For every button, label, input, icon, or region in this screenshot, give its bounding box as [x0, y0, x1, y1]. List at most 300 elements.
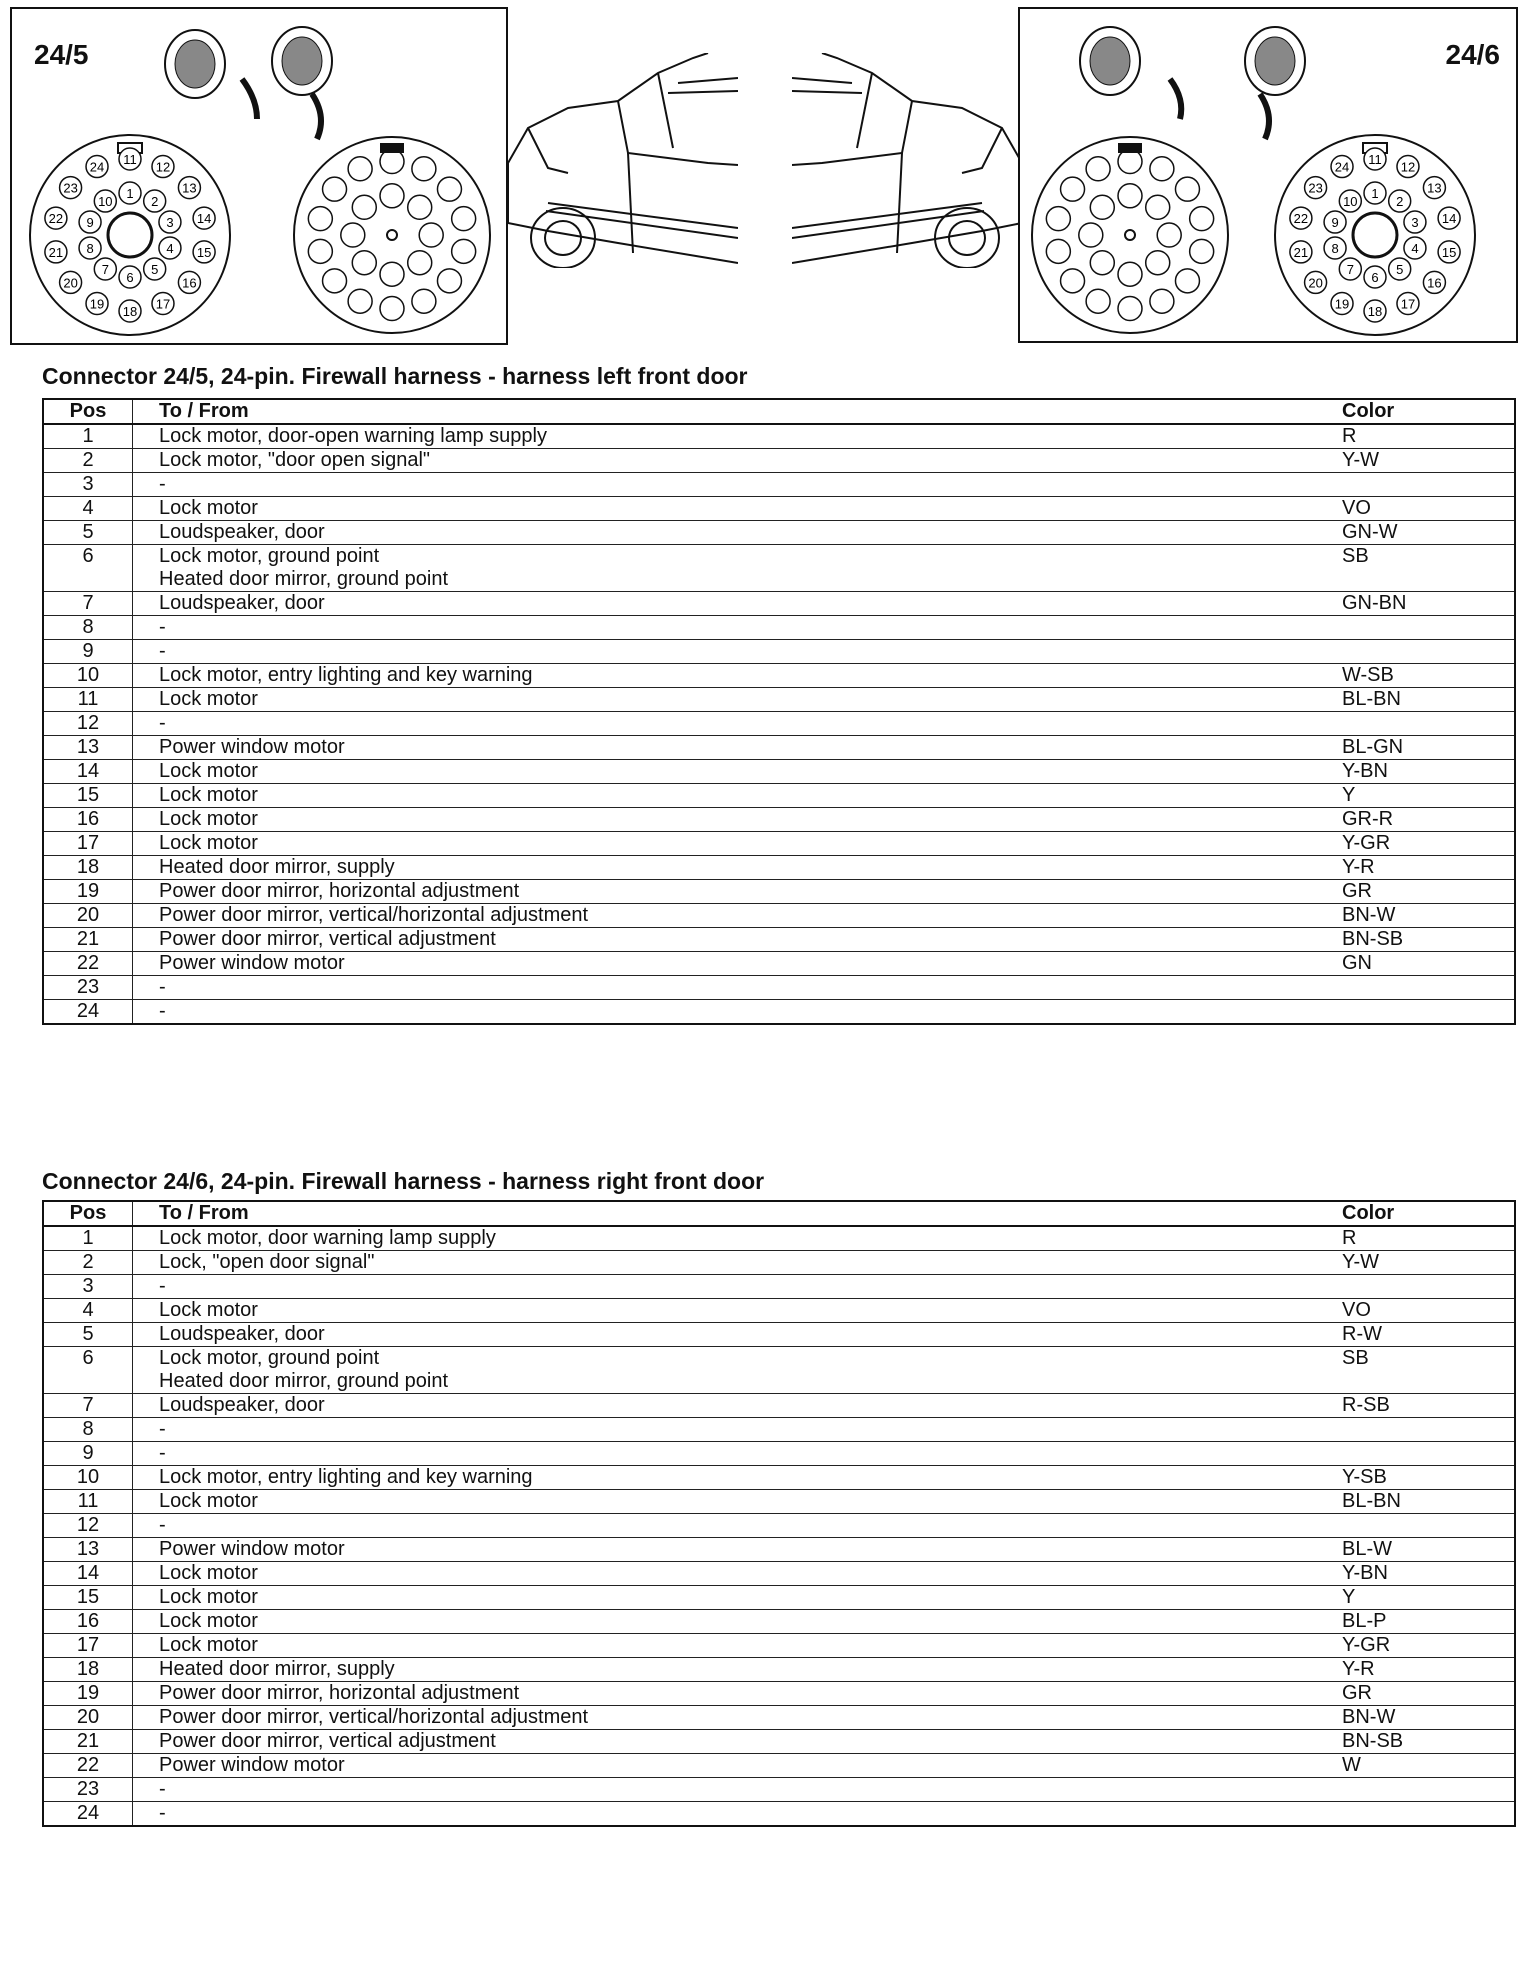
left-plain-socket — [412, 289, 436, 313]
wire-color: R — [1338, 1226, 1515, 1251]
pin-position: 10 — [43, 1466, 133, 1490]
table-row — [43, 1466, 1515, 1490]
left-numbered-pin-number-17: 17 — [155, 296, 171, 312]
header-pos: Pos — [43, 399, 133, 424]
right-plain-socket — [1118, 184, 1142, 208]
pin-to-from — [133, 1754, 1339, 1778]
pin-position: 4 — [43, 497, 133, 521]
wire-color — [1338, 1778, 1515, 1802]
table-row — [43, 904, 1515, 928]
left-numbered-pin-number-6: 6 — [126, 270, 134, 285]
left-numbered-pin-number-21: 21 — [48, 244, 64, 260]
wire-color: Y — [1338, 1586, 1515, 1610]
pin-to-from — [133, 928, 1339, 952]
to-from-line: - — [159, 1000, 166, 1022]
right-numbered-pin-number-8: 8 — [1331, 240, 1339, 256]
pin-position: 19 — [43, 1682, 133, 1706]
table-row — [43, 497, 1515, 521]
right-numbered-pin-number-4: 4 — [1411, 240, 1419, 256]
pin-position: 2 — [43, 449, 133, 473]
left-numbered-pin-number-2: 2 — [151, 194, 159, 210]
wire-color — [1338, 1442, 1515, 1466]
table-row — [43, 1299, 1515, 1323]
left-plain-socket — [323, 269, 347, 293]
right-numbered-pin-number-16: 16 — [1427, 275, 1442, 291]
wire-color: BN-W — [1338, 904, 1515, 928]
pin-position: 21 — [43, 928, 133, 952]
pin-position: 14 — [43, 1562, 133, 1586]
wire-color: R-W — [1338, 1323, 1515, 1347]
right-numbered-pin-number-22: 22 — [1293, 211, 1309, 227]
table-row — [43, 545, 1515, 592]
pin-to-from — [133, 1442, 1339, 1466]
left-plain-socket — [341, 223, 365, 247]
right-plain-socket — [1146, 251, 1170, 275]
to-from-line: Lock motor, entry lighting and key warning — [159, 664, 533, 686]
wire-color: BL-BN — [1338, 688, 1515, 712]
to-from-line: - — [159, 1802, 166, 1824]
wire-color: VO — [1338, 1299, 1515, 1323]
left-numbered-pin-number-14: 14 — [196, 211, 212, 227]
wire-color — [1338, 1000, 1515, 1025]
header-color: Color — [1338, 1201, 1515, 1226]
wire-color: Y-W — [1338, 1251, 1515, 1275]
table-row — [43, 1802, 1515, 1827]
header-to-from: To / From — [133, 1201, 1339, 1226]
left-plain-socket — [412, 157, 436, 181]
right-numbered-pin-number-10: 10 — [1343, 194, 1358, 210]
wire-color: Y-GR — [1338, 1634, 1515, 1658]
to-from-line: Power door mirror, vertical adjustment — [159, 1730, 496, 1752]
pin-to-from — [133, 449, 1339, 473]
pin-to-from — [133, 1802, 1339, 1827]
to-from-line: Heated door mirror, ground point — [159, 1370, 449, 1392]
pin-to-from — [133, 832, 1339, 856]
left-numbered-pin-number-1: 1 — [126, 186, 134, 201]
pin-position: 2 — [43, 1251, 133, 1275]
right-numbered-pin-number-1: 1 — [1371, 186, 1379, 201]
right-numbered-pin-number-19: 19 — [1334, 296, 1350, 312]
left-numbered-pin-number-5: 5 — [151, 261, 159, 277]
right-numbered-pin-number-6: 6 — [1371, 270, 1379, 285]
left-numbered-pin-number-24: 24 — [89, 159, 105, 175]
to-from-line: Loudspeaker, door — [159, 1323, 325, 1345]
table-row — [43, 736, 1515, 760]
wire-color — [1338, 616, 1515, 640]
pin-position: 9 — [43, 1442, 133, 1466]
wire-color: Y-GR — [1338, 832, 1515, 856]
right-plain-socket — [1118, 150, 1142, 174]
wire-color: BL-GN — [1338, 736, 1515, 760]
left-plain-socket — [452, 207, 476, 231]
right-plain-center-dot — [1125, 230, 1135, 240]
wire-color — [1338, 1275, 1515, 1299]
right-numbered-pin-number-21: 21 — [1293, 244, 1309, 260]
left-numbered-pin-number-15: 15 — [196, 244, 212, 260]
right-plain-socket — [1175, 177, 1199, 201]
right-numbered-pin-number-14: 14 — [1441, 211, 1457, 227]
pin-position: 12 — [43, 712, 133, 736]
table-row — [43, 1442, 1515, 1466]
left-plain-socket — [380, 262, 404, 286]
right-plain-socket — [1190, 239, 1214, 263]
to-from-line: Lock motor — [159, 760, 258, 782]
left-numbered-pin-number-12: 12 — [155, 159, 171, 175]
right-plain-socket — [1061, 177, 1085, 201]
right-2-arrow — [1260, 94, 1269, 139]
right-numbered-pin-number-18: 18 — [1367, 304, 1383, 319]
right-numbered-pin-number-20: 20 — [1308, 275, 1323, 291]
table-row — [43, 712, 1515, 736]
table-row — [43, 688, 1515, 712]
wire-color: R — [1338, 424, 1515, 449]
left-numbered-pin-number-13: 13 — [182, 180, 197, 196]
table-row — [43, 784, 1515, 808]
right-numbered-pin-number-24: 24 — [1334, 159, 1350, 175]
left-numbered-pin-number-10: 10 — [98, 194, 113, 210]
pin-to-from — [133, 1347, 1339, 1394]
to-from-line: Power window motor — [159, 952, 345, 974]
pin-position: 13 — [43, 736, 133, 760]
table-row — [43, 928, 1515, 952]
to-from-line: Loudspeaker, door — [159, 521, 325, 543]
table-row — [43, 1586, 1515, 1610]
table-row — [43, 760, 1515, 784]
pin-to-from — [133, 1706, 1339, 1730]
pin-position: 23 — [43, 1778, 133, 1802]
left-small-2-plug-face — [282, 37, 322, 85]
right-plain-socket — [1157, 223, 1181, 247]
table-row — [43, 1658, 1515, 1682]
to-from-line: Lock motor, ground point — [159, 545, 380, 567]
wire-color: GN-BN — [1338, 592, 1515, 616]
right-plain-socket — [1090, 195, 1114, 219]
table-row — [43, 473, 1515, 497]
pin-position: 17 — [43, 832, 133, 856]
left-plain-socket — [380, 150, 404, 174]
table-row — [43, 592, 1515, 616]
wire-color: SB — [1338, 1347, 1515, 1394]
pin-to-from — [133, 784, 1339, 808]
right-plain-key-notch — [1118, 143, 1142, 153]
pin-to-from — [133, 497, 1339, 521]
table-row — [43, 1323, 1515, 1347]
wire-color: GR — [1338, 880, 1515, 904]
wire-color — [1338, 1418, 1515, 1442]
connector-24-6-table — [42, 1200, 1516, 1827]
wire-color: BL-P — [1338, 1610, 1515, 1634]
to-from-line: Lock motor, door warning lamp supply — [159, 1227, 496, 1249]
left-plain-socket — [437, 269, 461, 293]
right-numbered-pin-number-7: 7 — [1346, 261, 1354, 277]
to-from-line: Power door mirror, vertical/horizontal adjustment — [159, 904, 589, 926]
pin-to-from — [133, 880, 1339, 904]
pin-position: 6 — [43, 545, 133, 592]
wire-color: BN-W — [1338, 1706, 1515, 1730]
pin-to-from — [133, 1418, 1339, 1442]
to-from-line: Heated door mirror, supply — [159, 856, 395, 878]
pin-position: 5 — [43, 1323, 133, 1347]
pin-to-from — [133, 760, 1339, 784]
wire-color: Y-R — [1338, 1658, 1515, 1682]
right-plain-socket — [1175, 269, 1199, 293]
pin-position: 10 — [43, 664, 133, 688]
wire-color: Y-R — [1338, 856, 1515, 880]
pin-position: 11 — [43, 688, 133, 712]
wire-color: GR — [1338, 1682, 1515, 1706]
pin-position: 16 — [43, 1610, 133, 1634]
to-from-line: Lock motor — [159, 832, 258, 854]
table-row — [43, 521, 1515, 545]
left-numbered-center-hole — [108, 213, 152, 257]
left-arrow — [242, 79, 257, 119]
pin-position: 9 — [43, 640, 133, 664]
right-numbered-pin-number-5: 5 — [1396, 261, 1404, 277]
left-plain-socket — [380, 297, 404, 321]
pin-position: 20 — [43, 904, 133, 928]
to-from-line: Lock motor, "door open signal" — [159, 449, 431, 471]
pin-position: 14 — [43, 760, 133, 784]
table-row — [43, 664, 1515, 688]
pin-position: 24 — [43, 1802, 133, 1827]
pin-position: 1 — [43, 1226, 133, 1251]
to-from-line: Lock motor — [159, 808, 258, 830]
table-row — [43, 1754, 1515, 1778]
pin-to-from — [133, 1538, 1339, 1562]
left-numbered-pin-number-9: 9 — [86, 215, 94, 231]
car-right-door-sketch — [792, 53, 1022, 268]
left-plain-face-outline — [294, 137, 490, 333]
to-from-line: Lock motor — [159, 1562, 258, 1584]
wire-color — [1338, 712, 1515, 736]
pin-to-from — [133, 664, 1339, 688]
pin-to-from — [133, 521, 1339, 545]
pin-to-from — [133, 1730, 1339, 1754]
right-numbered-pin-number-9: 9 — [1331, 215, 1339, 231]
to-from-line: Heated door mirror, ground point — [159, 568, 449, 590]
pin-to-from — [133, 1251, 1339, 1275]
pin-position: 3 — [43, 473, 133, 497]
pin-position: 3 — [43, 1275, 133, 1299]
left-plain-socket — [352, 195, 376, 219]
wire-color: R-SB — [1338, 1394, 1515, 1418]
pin-position: 7 — [43, 1394, 133, 1418]
table-row — [43, 808, 1515, 832]
to-from-line: Power door mirror, horizontal adjustment — [159, 1682, 520, 1704]
to-from-line: Lock motor, entry lighting and key warning — [159, 1466, 533, 1488]
left-plain-socket — [408, 251, 432, 275]
left-numbered-pin-number-23: 23 — [63, 180, 78, 196]
table-row — [43, 1706, 1515, 1730]
header-pos: Pos — [43, 1201, 133, 1226]
right-plain-socket — [1086, 289, 1110, 313]
right-plain-socket — [1190, 207, 1214, 231]
to-from-line: - — [159, 712, 166, 734]
pin-position: 20 — [43, 1706, 133, 1730]
left-numbered-pin-number-11: 11 — [123, 152, 137, 167]
left-numbered-pin-number-16: 16 — [182, 275, 197, 291]
to-from-line: Power window motor — [159, 1538, 345, 1560]
table-row — [43, 449, 1515, 473]
table-row — [43, 424, 1515, 449]
table-row — [43, 1514, 1515, 1538]
pin-position: 12 — [43, 1514, 133, 1538]
right-numbered-center-hole — [1353, 213, 1397, 257]
to-from-line: - — [159, 1778, 166, 1800]
wire-color: Y — [1338, 784, 1515, 808]
table-row — [43, 640, 1515, 664]
pin-to-from — [133, 545, 1339, 592]
left-numbered-pin-number-7: 7 — [101, 261, 109, 277]
connector-figure — [0, 5, 1536, 345]
wire-color: BL-BN — [1338, 1490, 1515, 1514]
table-row — [43, 856, 1515, 880]
pin-to-from — [133, 736, 1339, 760]
table-row — [43, 1682, 1515, 1706]
pin-position: 18 — [43, 1658, 133, 1682]
pin-to-from — [133, 1226, 1339, 1251]
pin-to-from — [133, 808, 1339, 832]
wire-color — [1338, 1514, 1515, 1538]
table-row — [43, 1562, 1515, 1586]
wire-color: BN-SB — [1338, 928, 1515, 952]
to-from-line: Heated door mirror, supply — [159, 1658, 395, 1680]
pin-to-from — [133, 616, 1339, 640]
left-plain-socket — [323, 177, 347, 201]
header-to-from: To / From — [133, 399, 1339, 424]
left-plain-socket — [348, 289, 372, 313]
right-numbered-pin-number-2: 2 — [1396, 194, 1404, 210]
to-from-line: Power door mirror, horizontal adjustment — [159, 880, 520, 902]
pin-to-from — [133, 424, 1339, 449]
to-from-line: Power door mirror, vertical adjustment — [159, 928, 496, 950]
pin-position: 22 — [43, 952, 133, 976]
to-from-line: Power door mirror, vertical/horizontal adjustment — [159, 1706, 589, 1728]
right-numbered-pin-number-15: 15 — [1441, 244, 1457, 260]
connector-24-5-diagram — [10, 7, 508, 345]
left-plain-socket — [408, 195, 432, 219]
right-numbered-pin-number-12: 12 — [1400, 159, 1416, 175]
to-from-line: - — [159, 1514, 166, 1536]
wire-color: BL-W — [1338, 1538, 1515, 1562]
pin-position: 17 — [43, 1634, 133, 1658]
to-from-line: Lock motor — [159, 784, 258, 806]
pin-position: 8 — [43, 1418, 133, 1442]
right-plain-socket — [1086, 157, 1110, 181]
table-header-row — [43, 1201, 1515, 1226]
to-from-line: Loudspeaker, door — [159, 592, 325, 614]
left-plain-socket — [308, 239, 332, 263]
wire-color: Y-BN — [1338, 1562, 1515, 1586]
pin-to-from — [133, 1610, 1339, 1634]
pin-to-from — [133, 1514, 1339, 1538]
pin-to-from — [133, 1466, 1339, 1490]
table-row — [43, 1251, 1515, 1275]
right-small-plug-face — [1090, 37, 1130, 85]
pin-position: 5 — [43, 521, 133, 545]
pin-position: 24 — [43, 1000, 133, 1025]
left-plain-socket — [308, 207, 332, 231]
connector-24-6-title: Connector 24/6, 24-pin. Firewall harness - harness right front door — [42, 1168, 765, 1194]
table-row — [43, 1730, 1515, 1754]
left-numbered-pin-number-19: 19 — [89, 296, 105, 312]
right-numbered-pin-number-17: 17 — [1400, 296, 1416, 312]
connector-24-5-table — [42, 398, 1516, 1025]
left-numbered-pin-number-4: 4 — [166, 240, 174, 256]
pin-position: 22 — [43, 1754, 133, 1778]
pin-position: 18 — [43, 856, 133, 880]
table-row — [43, 1610, 1515, 1634]
connector-24-6-drawing — [1020, 9, 1516, 341]
left-plain-socket — [348, 157, 372, 181]
table-row — [43, 952, 1515, 976]
wire-color: BN-SB — [1338, 1730, 1515, 1754]
pin-position: 16 — [43, 808, 133, 832]
wire-color: GN-W — [1338, 521, 1515, 545]
left-plain-socket — [419, 223, 443, 247]
to-from-line: Lock motor — [159, 1586, 258, 1608]
left-numbered-pin-number-8: 8 — [86, 240, 94, 256]
to-from-line: Lock motor — [159, 1610, 258, 1632]
wire-color: SB — [1338, 545, 1515, 592]
pin-position: 1 — [43, 424, 133, 449]
pin-to-from — [133, 1682, 1339, 1706]
to-from-line: - — [159, 473, 166, 495]
to-from-line: - — [159, 1418, 166, 1440]
left-numbered-pin-number-18: 18 — [122, 304, 138, 319]
pin-position: 23 — [43, 976, 133, 1000]
right-plain-socket — [1061, 269, 1085, 293]
pin-to-from — [133, 1323, 1339, 1347]
left-numbered-pin-number-3: 3 — [166, 215, 174, 231]
pin-to-from — [133, 688, 1339, 712]
pin-to-from — [133, 712, 1339, 736]
left-plain-center-dot — [387, 230, 397, 240]
table-row — [43, 1000, 1515, 1025]
pin-to-from — [133, 1000, 1339, 1025]
connector-24-6-rows — [43, 1226, 1515, 1826]
table-row — [43, 1418, 1515, 1442]
left-plain-socket — [352, 251, 376, 275]
table-row — [43, 616, 1515, 640]
car-left-door-sketch — [508, 53, 738, 268]
connector-24-5-label: 24/5 — [34, 39, 89, 70]
pin-to-from — [133, 952, 1339, 976]
pin-position: 19 — [43, 880, 133, 904]
wire-color: Y-W — [1338, 449, 1515, 473]
right-plain-socket — [1118, 262, 1142, 286]
to-from-line: Power window motor — [159, 736, 345, 758]
to-from-line: Lock, "open door signal" — [159, 1251, 375, 1273]
connector-24-6-label: 24/6 — [1445, 39, 1500, 70]
right-arrow — [1170, 79, 1181, 119]
table-row — [43, 1778, 1515, 1802]
pin-to-from — [133, 1275, 1339, 1299]
wire-color — [1338, 976, 1515, 1000]
header-color: Color — [1338, 399, 1515, 424]
pin-to-from — [133, 976, 1339, 1000]
table-row — [43, 1275, 1515, 1299]
pin-to-from — [133, 640, 1339, 664]
table-row — [43, 1634, 1515, 1658]
pin-position: 8 — [43, 616, 133, 640]
left-plain-key-notch — [380, 143, 404, 153]
connector-24-5-title: Connector 24/5, 24-pin. Firewall harness - harness left front door — [42, 363, 748, 389]
wire-color — [1338, 640, 1515, 664]
table-row — [43, 1394, 1515, 1418]
to-from-line: Lock motor — [159, 1490, 258, 1512]
right-plain-socket — [1079, 223, 1103, 247]
